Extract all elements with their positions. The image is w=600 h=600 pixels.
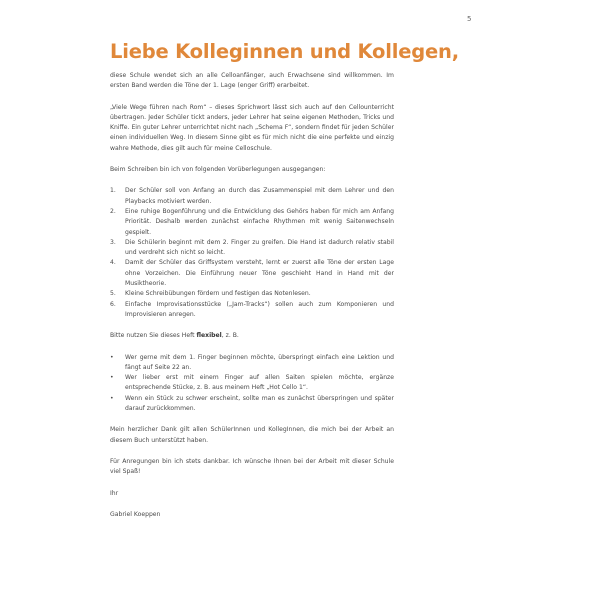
list-item-text: Damit der Schüler das Griffsystem versteht, lernt er zuerst alle Töne der ersten Lage ohne Vorzeichen. Die Einführung neuer Töne geschieht Hand in Hand mit der Musiktheorie. bbox=[125, 259, 394, 288]
bullet-icon: • bbox=[110, 374, 114, 382]
list-marker: 4. bbox=[110, 259, 116, 267]
signature: Gabriel Koeppen bbox=[110, 510, 161, 518]
list-item bbox=[110, 238, 394, 259]
list-item bbox=[110, 353, 394, 374]
numbered-list bbox=[110, 186, 394, 320]
list-marker: 6. bbox=[110, 300, 116, 308]
list-item bbox=[110, 186, 394, 207]
list-marker: 5. bbox=[110, 290, 116, 298]
flexible-pre: Bitte nutzen Sie dieses Heft bbox=[110, 332, 197, 340]
flexible-post: , z. B. bbox=[221, 332, 239, 340]
flexible-bold: flexibel bbox=[196, 332, 222, 340]
list-item-text: Wer lieber erst mit einem Finger auf allen Saiten spielen möchte, ergänze entsprechende Stücke, z. B. aus meinem Heft „Hot Cello 1“. bbox=[125, 374, 394, 392]
list-item bbox=[110, 300, 394, 321]
list-item-text: Wer gerne mit dem 1. Finger beginnen möchte, überspringt einfach eine Lektion und fängt auf Seite 22 an. bbox=[125, 353, 394, 371]
rom-paragraph: „Viele Wege führen nach Rom“ – dieses Sprichwort lässt sich auch auf den Cellounterricht übertragen. Jeder Schüler tickt anders, jeder Lehrer hat seine eigenen Methoden, Tricks und Kniffe. Ein guter Lehrer unterrichtet nicht nach „Schema F“, sondern findet für jeden Schüler einen individuellen Weg. In diesem Sinne gibt es für mich nicht die eine perfekte und einzig wahre Methode, dies gilt auch für meine Celloschule. bbox=[110, 103, 394, 152]
list-item-text: Wenn ein Stück zu schwer erscheint, sollte man es zunächst überspringen und später darauf zurückkommen. bbox=[125, 394, 394, 413]
bullet-list bbox=[110, 353, 394, 415]
list-marker: 2. bbox=[110, 207, 116, 215]
page-number: 5 bbox=[467, 15, 472, 23]
page-title: Liebe Kolleginnen und Kollegen, bbox=[110, 40, 459, 63]
flexible-paragraph bbox=[110, 331, 394, 341]
letter-content bbox=[110, 40, 459, 531]
list-item bbox=[110, 207, 394, 238]
closing: Ihr bbox=[110, 489, 119, 497]
list-marker: 1. bbox=[110, 187, 116, 195]
list-item-text: Eine ruhige Bogenführung und die Entwicklung des Gehörs haben für mich am Anfang Priorität. Deshalb werden zunächst einfache Rhythmen mit wenig Saitenwechseln gespielt. bbox=[125, 207, 394, 236]
intro-paragraph: diese Schule wendet sich an alle Celloanfänger, auch Erwachsene sind willkommen. Im ersten Band werden die Töne der 1. Lage (enger Griff) erarbeitet. bbox=[110, 72, 394, 90]
list-marker: 3. bbox=[110, 238, 116, 246]
suggestions-paragraph: Für Anregungen bin ich stets dankbar. Ich wünsche Ihnen bei der Arbeit mit dieser Schule viel Spaß! bbox=[110, 457, 394, 476]
list-item bbox=[110, 258, 394, 289]
list-item-text: Kleine Schreibübungen fördern und festigen das Notenlesen. bbox=[125, 290, 311, 298]
list-item bbox=[110, 289, 394, 299]
list-item-text: Einfache Improvisationsstücke („Jam-Tracks“) sollen auch zum Komponieren und Improvisieren anregen. bbox=[125, 300, 394, 318]
bullet-icon: • bbox=[110, 353, 114, 361]
list-item-text: Die Schülerin beginnt mit dem 2. Finger zu greifen. Die Hand ist dadurch relativ stabil und verdreht sich nicht so leicht. bbox=[125, 238, 394, 257]
list-item-text: Der Schüler soll von Anfang an durch das Zusammenspiel mit dem Lehrer und den Playbacks motiviert werden. bbox=[125, 187, 394, 205]
considerations-intro: Beim Schreiben bin ich von folgenden Vorüberlegungen ausgegangen: bbox=[110, 166, 326, 174]
thanks-paragraph: Mein herzlicher Dank gilt allen SchülerInnen und KollegInnen, die mich bei der Arbeit an diesem Buch unterstützt haben. bbox=[110, 426, 394, 444]
bullet-icon: • bbox=[110, 394, 114, 402]
list-item bbox=[110, 373, 394, 394]
list-item bbox=[110, 394, 394, 415]
